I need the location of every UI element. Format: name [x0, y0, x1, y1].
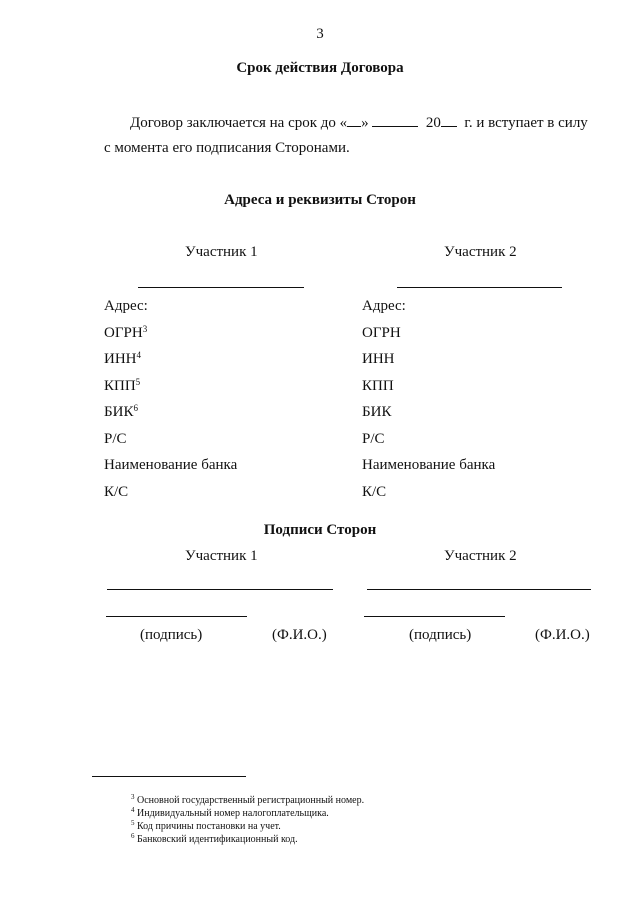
participant2-signature-line [364, 616, 505, 617]
participant1-name-line [138, 287, 304, 288]
field-bank-name-left: Наименование банка [104, 457, 238, 473]
field-bank-name-right: Наименование банка [362, 457, 496, 473]
month-blank [372, 114, 418, 127]
field-ks-right: К/С [362, 483, 387, 500]
participant1-org-line [107, 589, 333, 590]
field-bik-right: БИК [362, 404, 392, 420]
participant2-name-line [397, 287, 562, 288]
field-kpp-left: КПП$^5$ [104, 376, 141, 394]
field-inn-left: ИНН$^4$ [104, 350, 141, 367]
participant1-signature-line [106, 616, 247, 617]
field-ogrn-right: ОГРН [362, 324, 401, 341]
year-prefix: 20 [425, 115, 441, 131]
participant2-sign-label: (подпись) [409, 627, 472, 643]
participant1-sign-label: (подпись) [140, 627, 203, 643]
footnote-mark-3: 3 [142, 323, 148, 334]
participant2-requisites [362, 298, 495, 510]
day-blank [347, 114, 361, 127]
footnote-mark-6: 6 [133, 403, 138, 413]
field-rs-right: Р/С [362, 430, 385, 447]
footnote-mark-5: 5 [135, 376, 141, 387]
page-number: 3 [316, 26, 324, 42]
term-text-start: Договор заключается на срок до « [130, 115, 348, 131]
section-title-signatures: Подписи Сторон [263, 522, 377, 538]
field-ks-left: К/С [104, 483, 129, 500]
section-title-requisites: Адреса и реквизиты Сторон [224, 192, 416, 208]
footnote-5: $^5$ Код причины постановки на учет. [131, 819, 281, 832]
field-rs-left: Р/С [104, 430, 127, 447]
participant1-heading: Участник 1 [185, 244, 258, 260]
signature-participant1-heading: Участник 1 [185, 548, 258, 564]
year-blank [441, 114, 457, 127]
term-quote-close: » [361, 115, 369, 131]
field-kpp-right: КПП [362, 377, 394, 394]
participant1-requisites [104, 298, 237, 510]
field-ogrn-left: ОГРН$^3$ [104, 323, 148, 341]
signature-participant2-heading: Участник 2 [444, 548, 517, 564]
footnote-6: $^6$ Банковский идентификационный код. [131, 832, 298, 845]
field-inn-right: ИНН [362, 351, 395, 367]
term-paragraph-line2: с момента его подписания Сторонами. [104, 140, 350, 156]
footnote-3: $^3$ Основной государственный регистрационный номер. [131, 793, 365, 806]
field-address-left: Адрес: [104, 298, 148, 314]
participant1-fio-label: (Ф.И.О.) [272, 627, 327, 643]
footnote-mark-4: 4 [136, 350, 141, 360]
participant2-org-line [367, 589, 591, 590]
participant2-heading: Участник 2 [444, 244, 517, 260]
footnote-separator [92, 776, 246, 777]
footnote-4: $^4$ Индивидуальный номер налогоплательщика. [131, 806, 329, 819]
participant2-fio-label: (Ф.И.О.) [535, 627, 590, 643]
section-title-term: Срок действия Договора [236, 60, 404, 76]
field-bik-left: БИК$^6$ [104, 403, 138, 420]
term-text-end: г. и вступает в силу [464, 115, 588, 131]
field-address-right: Адрес: [362, 298, 406, 314]
term-paragraph-line1 [130, 114, 588, 132]
